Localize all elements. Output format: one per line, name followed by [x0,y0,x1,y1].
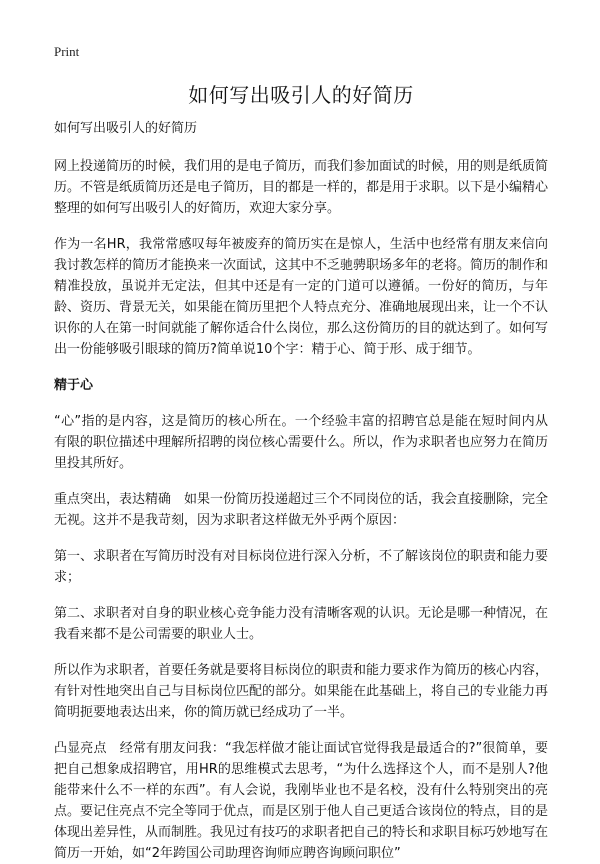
document-body [54,156,548,864]
print-link[interactable]: Print [54,44,80,59]
body-paragraph: 所以作为求职者，首要任务就是要将目标岗位的职责和能力要求作为简历的核心内容，有针对性地突出自己与目标岗位匹配的部分。如果能在此基础上，将自己的专业能力再简明扼要地表达出来，你的简历就已经成功了一半。 [54,663,549,720]
body-paragraph: “心”指的是内容，这是简历的核心所在。一个经验丰富的招聘官总是能在短时间内从有限的职位描述中理解所招聘的岗位核心需要什么。所以，作为求职者也应努力在简历里投其所好。 [54,414,549,471]
body-paragraph: 第二、求职者对自身的职业核心竞争能力没有清晰客观的认识。无论是哪一种情况，在我看来都不是公司需要的职业人士。 [54,606,549,642]
document-subtitle: 如何写出吸引人的好简历 [54,121,198,136]
body-paragraph: 第一、求职者在写简历时没有对目标岗位进行深入分析，不了解该岗位的职责和能力要求； [54,549,549,585]
document-title: 如何写出吸引人的好简历 [188,83,414,107]
body-paragraph: 网上投递简历的时候，我们用的是电子简历，而我们参加面试的时候，用的则是纸质简历。不管是纸质简历还是电子简历，目的都是一样的，都是用于求职。以下是小编精心整理的如何写出吸引人的好简历，欢迎大家分享。 [54,159,549,216]
body-paragraph: 重点突出，表达精确 如果一份简历投递超过三个不同岗位的话，我会直接删除，完全无视。这并不是我苛刻，因为求职者这样做无外乎两个原因： [54,492,549,528]
section-heading: 精于心 [54,378,94,393]
body-paragraph: 凸显亮点 经常有朋友问我：“我怎样做才能让面试官觉得我是最适合的?”很简单，要把自己想象成招聘官，用HR的思维模式去思考，“为什么选择这个人，而不是别人?他能带来什么不一样的东西”。有人会说，我刚毕业也不是名校，没有什么特别突出的亮点。要记住亮点不完全等同于优点，而是区别于他人自己更适合该岗位的特点，目的是体现出差异性，从而制胜。我见过有技巧的求职者把自己的特长和求职目标巧妙地写在简历一开始，如“2年跨国公司助理咨询师应聘咨询顾问职位” [54,741,549,861]
body-paragraph: 作为一名HR，我常常感叹每年被废弃的简历实在是惊人，生活中也经常有朋友来信向我讨教怎样的简历才能换来一次面试，这其中不乏驰骋职场多年的老将。简历的制作和精准投放，虽说并无定法，但其中还是有一定的门道可以遵循。一份好的简历，与年龄、资历、背景无关，如果能在简历里把个人特点充分、准确地展现出来，让一个不认识你的人在第一时间就能了解你适合什么岗位，那么这份简历的目的就达到了。如何写出一份能够吸引眼球的简历?简单说10个字：精于心、简于形、成于细节。 [54,237,549,357]
